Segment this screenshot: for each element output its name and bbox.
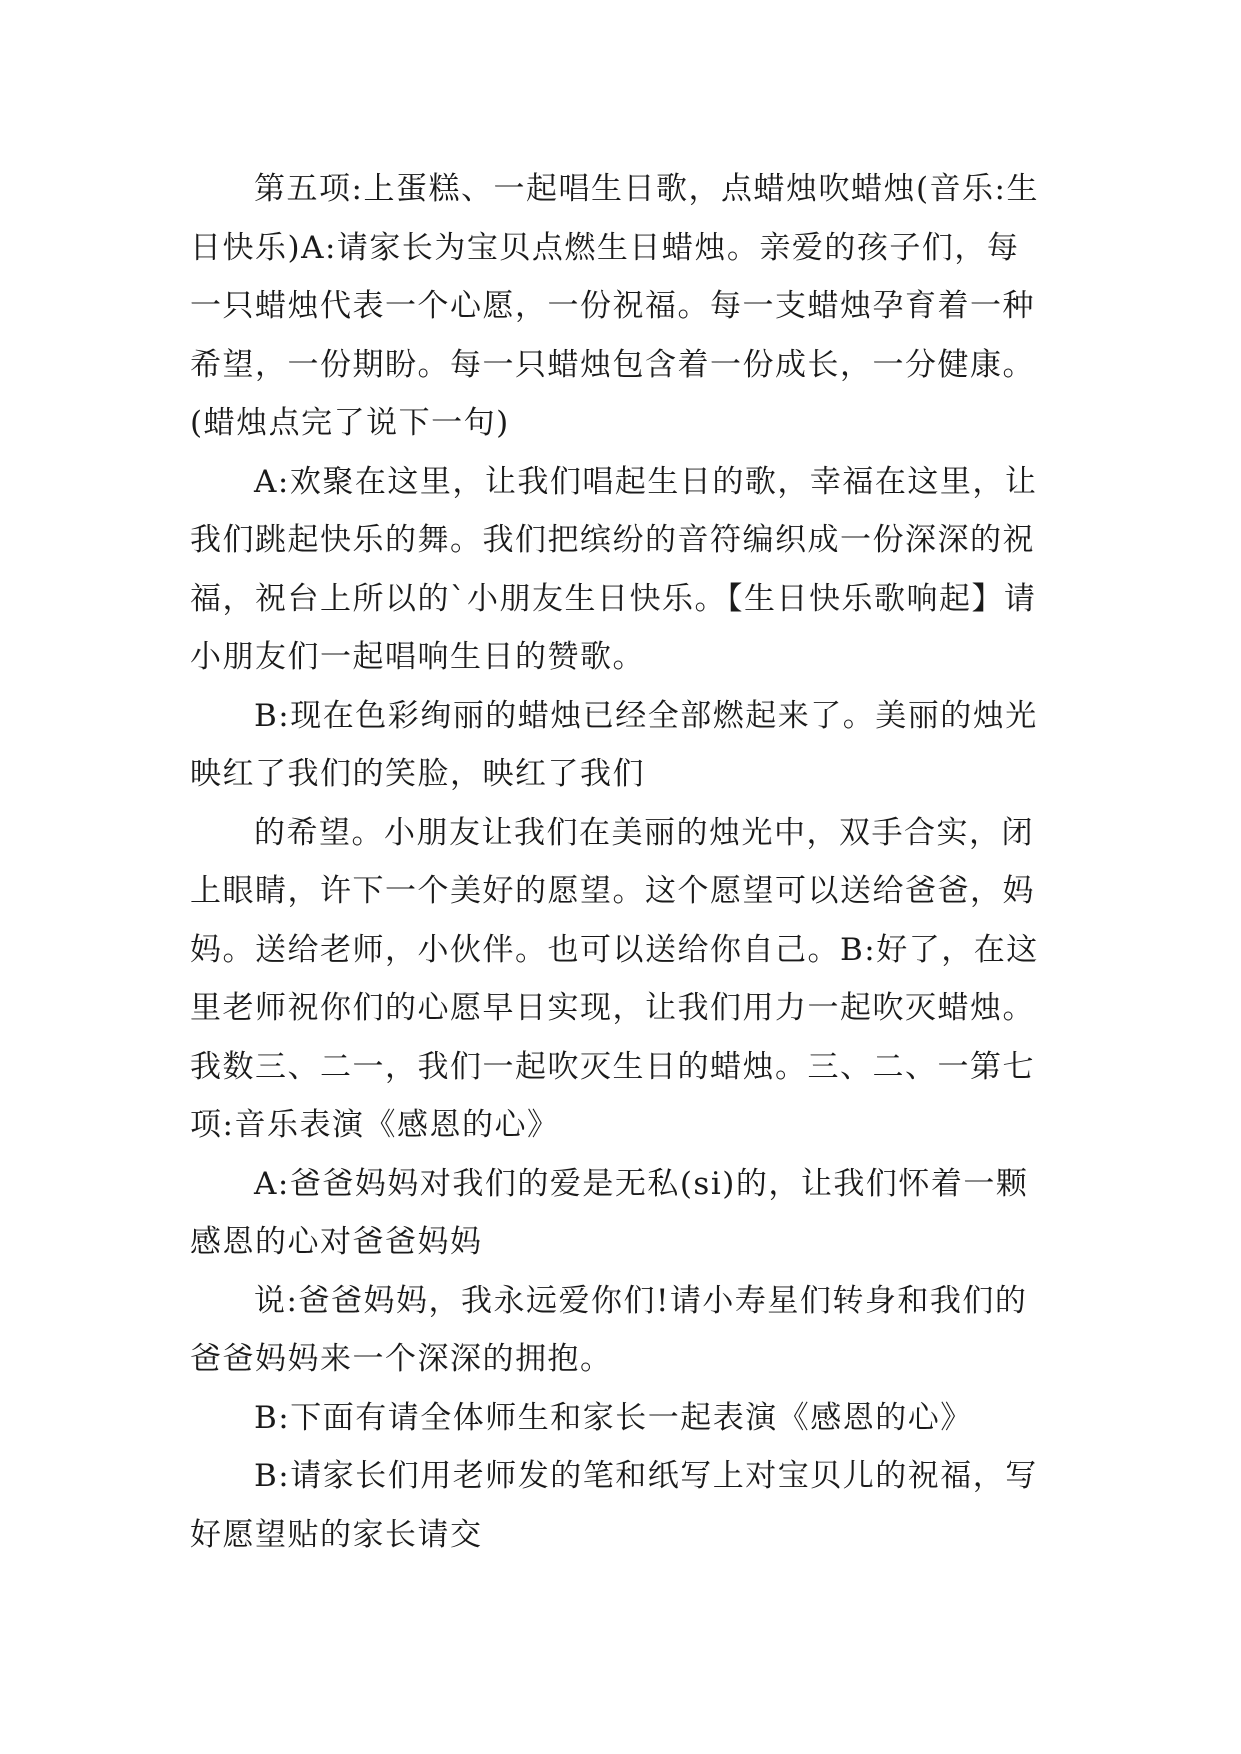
paragraph-7: B:下面有请全体师生和家长一起表演《感恩的心》 [254,1399,973,1436]
paragraph-4: 的希望。小朋友让我们在美丽的烛光中，双手合实，闭上眼睛，许下一个美好的愿望。这个愿望可以送给爸爸，妈妈。送给老师，小伙伴。也可以送给你自己。B:好了，在这里老师祝你们的心愿早日实现，让我们用力一起吹灭蜡烛。我数三、二一，我们一起吹灭生日的蜡烛。三、二、一第七项:音乐表演《感恩的心》 [190,814,1039,1143]
paragraph-1: 第五项:上蛋糕、一起唱生日歌，点蜡烛吹蜡烛(音乐:生日快乐)A:请家长为宝贝点燃生日蜡烛。亲爱的孩子们，每一只蜡烛代表一个心愿，一份祝福。每一支蜡烛孕育着一种希望，一份期盼。每一只蜡烛包含着一份成长，一分健康。(蜡烛点完了说下一句) [190,171,1039,441]
paragraph-8: B:请家长们用老师发的笔和纸写上对宝贝儿的祝福，写好愿望贴的家长请交 [190,1458,1038,1553]
document-body [190,160,1050,1564]
paragraph-5: A:爸爸妈妈对我们的爱是无私(si)的，让我们怀着一颗感恩的心对爸爸妈妈 [190,1165,1029,1260]
paragraph-6: 说:爸爸妈妈，我永远爱你们!请小寿星们转身和我们的爸爸妈妈来一个深深的拥抱。 [190,1282,1028,1377]
paragraph-2: A:欢聚在这里，让我们唱起生日的歌，幸福在这里，让我们跳起快乐的舞。我们把缤纷的音符编织成一份深深的祝福，祝台上所以的`小朋友生日快乐。【生日快乐歌响起】请小朋友们一起唱响生日的赞歌。 [190,463,1038,675]
paragraph-3: B:现在色彩绚丽的蜡烛已经全部燃起来了。美丽的烛光映红了我们的笑脸，映红了我们 [190,697,1038,792]
